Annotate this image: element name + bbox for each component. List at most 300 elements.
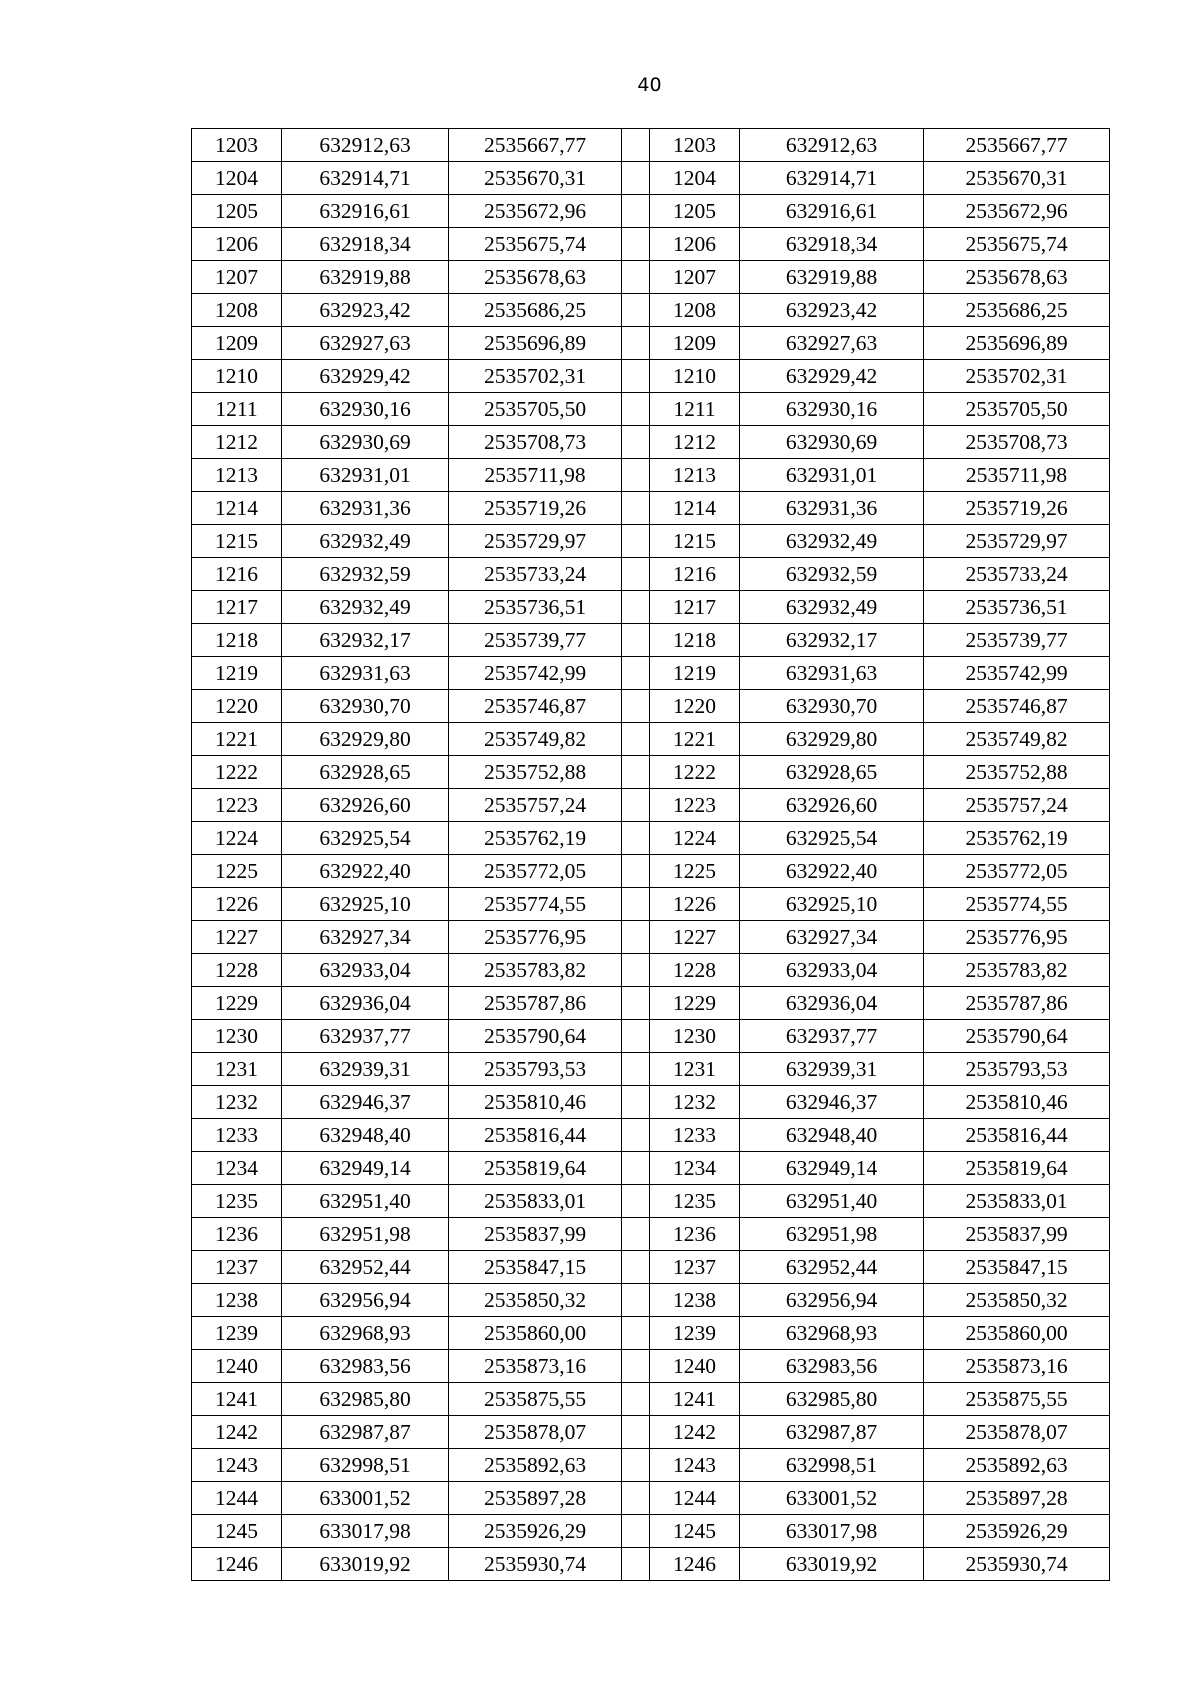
right-x-coordinate-cell: 632987,87 bbox=[740, 1416, 924, 1449]
spacer-cell bbox=[622, 1284, 650, 1317]
left-x-coordinate-cell: 632925,10 bbox=[282, 888, 449, 921]
right-point-number-cell: 1243 bbox=[650, 1449, 740, 1482]
spacer-cell bbox=[622, 789, 650, 822]
right-x-coordinate-cell: 632912,63 bbox=[740, 129, 924, 162]
right-point-number-cell: 1241 bbox=[650, 1383, 740, 1416]
spacer-cell bbox=[622, 921, 650, 954]
right-x-coordinate-cell: 633001,52 bbox=[740, 1482, 924, 1515]
left-y-coordinate-cell: 2535930,74 bbox=[449, 1548, 622, 1581]
right-y-coordinate-cell: 2535752,88 bbox=[924, 756, 1110, 789]
left-point-number-cell: 1211 bbox=[192, 393, 282, 426]
table-row bbox=[192, 1152, 1110, 1185]
left-x-coordinate-cell: 632983,56 bbox=[282, 1350, 449, 1383]
left-y-coordinate-cell: 2535667,77 bbox=[449, 129, 622, 162]
left-x-coordinate-cell: 632923,42 bbox=[282, 294, 449, 327]
table-row bbox=[192, 789, 1110, 822]
right-point-number-cell: 1229 bbox=[650, 987, 740, 1020]
right-x-coordinate-cell: 632949,14 bbox=[740, 1152, 924, 1185]
right-point-number-cell: 1215 bbox=[650, 525, 740, 558]
right-y-coordinate-cell: 2535729,97 bbox=[924, 525, 1110, 558]
right-point-number-cell: 1239 bbox=[650, 1317, 740, 1350]
right-y-coordinate-cell: 2535793,53 bbox=[924, 1053, 1110, 1086]
left-point-number-cell: 1222 bbox=[192, 756, 282, 789]
coordinates-table bbox=[191, 128, 1110, 1581]
spacer-cell bbox=[622, 1053, 650, 1086]
table-row bbox=[192, 1449, 1110, 1482]
right-point-number-cell: 1223 bbox=[650, 789, 740, 822]
table-row bbox=[192, 921, 1110, 954]
right-y-coordinate-cell: 2535860,00 bbox=[924, 1317, 1110, 1350]
right-point-number-cell: 1225 bbox=[650, 855, 740, 888]
right-y-coordinate-cell: 2535873,16 bbox=[924, 1350, 1110, 1383]
spacer-cell bbox=[622, 1515, 650, 1548]
spacer-cell bbox=[622, 690, 650, 723]
spacer-cell bbox=[622, 855, 650, 888]
spacer-cell bbox=[622, 1449, 650, 1482]
left-x-coordinate-cell: 632930,16 bbox=[282, 393, 449, 426]
right-y-coordinate-cell: 2535774,55 bbox=[924, 888, 1110, 921]
left-x-coordinate-cell: 632919,88 bbox=[282, 261, 449, 294]
right-y-coordinate-cell: 2535878,07 bbox=[924, 1416, 1110, 1449]
right-point-number-cell: 1211 bbox=[650, 393, 740, 426]
table-row bbox=[192, 756, 1110, 789]
right-point-number-cell: 1219 bbox=[650, 657, 740, 690]
right-y-coordinate-cell: 2535892,63 bbox=[924, 1449, 1110, 1482]
left-x-coordinate-cell: 633017,98 bbox=[282, 1515, 449, 1548]
left-y-coordinate-cell: 2535772,05 bbox=[449, 855, 622, 888]
right-point-number-cell: 1236 bbox=[650, 1218, 740, 1251]
right-x-coordinate-cell: 632937,77 bbox=[740, 1020, 924, 1053]
left-x-coordinate-cell: 632930,70 bbox=[282, 690, 449, 723]
table-row bbox=[192, 1515, 1110, 1548]
left-x-coordinate-cell: 632998,51 bbox=[282, 1449, 449, 1482]
table-row bbox=[192, 591, 1110, 624]
left-y-coordinate-cell: 2535810,46 bbox=[449, 1086, 622, 1119]
left-y-coordinate-cell: 2535833,01 bbox=[449, 1185, 622, 1218]
left-x-coordinate-cell: 632931,36 bbox=[282, 492, 449, 525]
left-x-coordinate-cell: 632932,59 bbox=[282, 558, 449, 591]
table-row bbox=[192, 1218, 1110, 1251]
left-point-number-cell: 1226 bbox=[192, 888, 282, 921]
spacer-cell bbox=[622, 1317, 650, 1350]
right-x-coordinate-cell: 632936,04 bbox=[740, 987, 924, 1020]
right-x-coordinate-cell: 632951,98 bbox=[740, 1218, 924, 1251]
left-x-coordinate-cell: 632932,49 bbox=[282, 525, 449, 558]
left-y-coordinate-cell: 2535819,64 bbox=[449, 1152, 622, 1185]
left-point-number-cell: 1220 bbox=[192, 690, 282, 723]
table-row bbox=[192, 360, 1110, 393]
right-x-coordinate-cell: 632931,01 bbox=[740, 459, 924, 492]
spacer-cell bbox=[622, 888, 650, 921]
left-y-coordinate-cell: 2535752,88 bbox=[449, 756, 622, 789]
right-x-coordinate-cell: 632927,63 bbox=[740, 327, 924, 360]
table-row bbox=[192, 657, 1110, 690]
left-y-coordinate-cell: 2535705,50 bbox=[449, 393, 622, 426]
right-point-number-cell: 1246 bbox=[650, 1548, 740, 1581]
table-row bbox=[192, 954, 1110, 987]
spacer-cell bbox=[622, 360, 650, 393]
left-y-coordinate-cell: 2535892,63 bbox=[449, 1449, 622, 1482]
right-x-coordinate-cell: 632946,37 bbox=[740, 1086, 924, 1119]
right-point-number-cell: 1224 bbox=[650, 822, 740, 855]
left-y-coordinate-cell: 2535926,29 bbox=[449, 1515, 622, 1548]
table-row bbox=[192, 1317, 1110, 1350]
table-row bbox=[192, 1119, 1110, 1152]
right-y-coordinate-cell: 2535670,31 bbox=[924, 162, 1110, 195]
left-x-coordinate-cell: 632968,93 bbox=[282, 1317, 449, 1350]
left-point-number-cell: 1224 bbox=[192, 822, 282, 855]
left-y-coordinate-cell: 2535873,16 bbox=[449, 1350, 622, 1383]
right-point-number-cell: 1221 bbox=[650, 723, 740, 756]
spacer-cell bbox=[622, 261, 650, 294]
right-x-coordinate-cell: 632952,44 bbox=[740, 1251, 924, 1284]
right-y-coordinate-cell: 2535739,77 bbox=[924, 624, 1110, 657]
spacer-cell bbox=[622, 1218, 650, 1251]
right-y-coordinate-cell: 2535897,28 bbox=[924, 1482, 1110, 1515]
left-point-number-cell: 1212 bbox=[192, 426, 282, 459]
spacer-cell bbox=[622, 1086, 650, 1119]
left-point-number-cell: 1223 bbox=[192, 789, 282, 822]
left-point-number-cell: 1233 bbox=[192, 1119, 282, 1152]
right-point-number-cell: 1233 bbox=[650, 1119, 740, 1152]
right-x-coordinate-cell: 632956,94 bbox=[740, 1284, 924, 1317]
right-x-coordinate-cell: 632923,42 bbox=[740, 294, 924, 327]
right-x-coordinate-cell: 633019,92 bbox=[740, 1548, 924, 1581]
right-x-coordinate-cell: 632933,04 bbox=[740, 954, 924, 987]
left-x-coordinate-cell: 632952,44 bbox=[282, 1251, 449, 1284]
left-point-number-cell: 1245 bbox=[192, 1515, 282, 1548]
right-x-coordinate-cell: 632922,40 bbox=[740, 855, 924, 888]
left-point-number-cell: 1234 bbox=[192, 1152, 282, 1185]
left-x-coordinate-cell: 632946,37 bbox=[282, 1086, 449, 1119]
table-row bbox=[192, 1350, 1110, 1383]
right-point-number-cell: 1234 bbox=[650, 1152, 740, 1185]
left-point-number-cell: 1239 bbox=[192, 1317, 282, 1350]
spacer-cell bbox=[622, 1350, 650, 1383]
spacer-cell bbox=[622, 657, 650, 690]
left-x-coordinate-cell: 632936,04 bbox=[282, 987, 449, 1020]
right-point-number-cell: 1220 bbox=[650, 690, 740, 723]
right-y-coordinate-cell: 2535678,63 bbox=[924, 261, 1110, 294]
right-point-number-cell: 1242 bbox=[650, 1416, 740, 1449]
left-point-number-cell: 1207 bbox=[192, 261, 282, 294]
left-point-number-cell: 1235 bbox=[192, 1185, 282, 1218]
right-x-coordinate-cell: 632930,16 bbox=[740, 393, 924, 426]
spacer-cell bbox=[622, 195, 650, 228]
left-y-coordinate-cell: 2535711,98 bbox=[449, 459, 622, 492]
spacer-cell bbox=[622, 129, 650, 162]
right-x-coordinate-cell: 632926,60 bbox=[740, 789, 924, 822]
left-x-coordinate-cell: 632927,63 bbox=[282, 327, 449, 360]
left-point-number-cell: 1243 bbox=[192, 1449, 282, 1482]
left-y-coordinate-cell: 2535733,24 bbox=[449, 558, 622, 591]
left-y-coordinate-cell: 2535736,51 bbox=[449, 591, 622, 624]
right-y-coordinate-cell: 2535711,98 bbox=[924, 459, 1110, 492]
table-row bbox=[192, 1416, 1110, 1449]
right-y-coordinate-cell: 2535708,73 bbox=[924, 426, 1110, 459]
right-point-number-cell: 1237 bbox=[650, 1251, 740, 1284]
spacer-cell bbox=[622, 1416, 650, 1449]
right-point-number-cell: 1205 bbox=[650, 195, 740, 228]
left-point-number-cell: 1240 bbox=[192, 1350, 282, 1383]
left-y-coordinate-cell: 2535776,95 bbox=[449, 921, 622, 954]
left-x-coordinate-cell: 632951,40 bbox=[282, 1185, 449, 1218]
table-row bbox=[192, 690, 1110, 723]
table-row bbox=[192, 822, 1110, 855]
right-point-number-cell: 1208 bbox=[650, 294, 740, 327]
spacer-cell bbox=[622, 228, 650, 261]
spacer-cell bbox=[622, 1020, 650, 1053]
right-x-coordinate-cell: 632931,36 bbox=[740, 492, 924, 525]
left-x-coordinate-cell: 632932,49 bbox=[282, 591, 449, 624]
right-y-coordinate-cell: 2535686,25 bbox=[924, 294, 1110, 327]
right-y-coordinate-cell: 2535772,05 bbox=[924, 855, 1110, 888]
left-y-coordinate-cell: 2535696,89 bbox=[449, 327, 622, 360]
right-x-coordinate-cell: 632939,31 bbox=[740, 1053, 924, 1086]
right-x-coordinate-cell: 632951,40 bbox=[740, 1185, 924, 1218]
right-x-coordinate-cell: 632948,40 bbox=[740, 1119, 924, 1152]
right-x-coordinate-cell: 632931,63 bbox=[740, 657, 924, 690]
right-point-number-cell: 1232 bbox=[650, 1086, 740, 1119]
left-point-number-cell: 1213 bbox=[192, 459, 282, 492]
right-point-number-cell: 1235 bbox=[650, 1185, 740, 1218]
right-point-number-cell: 1216 bbox=[650, 558, 740, 591]
left-point-number-cell: 1242 bbox=[192, 1416, 282, 1449]
table-row bbox=[192, 855, 1110, 888]
table-row bbox=[192, 195, 1110, 228]
table-row bbox=[192, 1185, 1110, 1218]
right-point-number-cell: 1218 bbox=[650, 624, 740, 657]
left-y-coordinate-cell: 2535719,26 bbox=[449, 492, 622, 525]
left-x-coordinate-cell: 632949,14 bbox=[282, 1152, 449, 1185]
table-row bbox=[192, 1383, 1110, 1416]
right-x-coordinate-cell: 632925,10 bbox=[740, 888, 924, 921]
left-x-coordinate-cell: 632985,80 bbox=[282, 1383, 449, 1416]
right-y-coordinate-cell: 2535749,82 bbox=[924, 723, 1110, 756]
left-x-coordinate-cell: 632987,87 bbox=[282, 1416, 449, 1449]
right-x-coordinate-cell: 632928,65 bbox=[740, 756, 924, 789]
right-point-number-cell: 1227 bbox=[650, 921, 740, 954]
left-y-coordinate-cell: 2535762,19 bbox=[449, 822, 622, 855]
spacer-cell bbox=[622, 1482, 650, 1515]
left-x-coordinate-cell: 632922,40 bbox=[282, 855, 449, 888]
left-y-coordinate-cell: 2535742,99 bbox=[449, 657, 622, 690]
right-point-number-cell: 1226 bbox=[650, 888, 740, 921]
spacer-cell bbox=[622, 525, 650, 558]
right-point-number-cell: 1231 bbox=[650, 1053, 740, 1086]
right-y-coordinate-cell: 2535837,99 bbox=[924, 1218, 1110, 1251]
right-y-coordinate-cell: 2535742,99 bbox=[924, 657, 1110, 690]
right-y-coordinate-cell: 2535705,50 bbox=[924, 393, 1110, 426]
spacer-cell bbox=[622, 954, 650, 987]
left-y-coordinate-cell: 2535729,97 bbox=[449, 525, 622, 558]
spacer-cell bbox=[622, 558, 650, 591]
table-row bbox=[192, 327, 1110, 360]
right-point-number-cell: 1210 bbox=[650, 360, 740, 393]
right-point-number-cell: 1212 bbox=[650, 426, 740, 459]
table-row bbox=[192, 525, 1110, 558]
right-y-coordinate-cell: 2535819,64 bbox=[924, 1152, 1110, 1185]
right-y-coordinate-cell: 2535776,95 bbox=[924, 921, 1110, 954]
left-point-number-cell: 1244 bbox=[192, 1482, 282, 1515]
right-x-coordinate-cell: 632927,34 bbox=[740, 921, 924, 954]
left-point-number-cell: 1206 bbox=[192, 228, 282, 261]
right-y-coordinate-cell: 2535675,74 bbox=[924, 228, 1110, 261]
left-x-coordinate-cell: 632956,94 bbox=[282, 1284, 449, 1317]
right-y-coordinate-cell: 2535833,01 bbox=[924, 1185, 1110, 1218]
table-row bbox=[192, 1251, 1110, 1284]
left-point-number-cell: 1227 bbox=[192, 921, 282, 954]
left-x-coordinate-cell: 632933,04 bbox=[282, 954, 449, 987]
right-y-coordinate-cell: 2535672,96 bbox=[924, 195, 1110, 228]
left-x-coordinate-cell: 632912,63 bbox=[282, 129, 449, 162]
spacer-cell bbox=[622, 723, 650, 756]
left-x-coordinate-cell: 632937,77 bbox=[282, 1020, 449, 1053]
right-point-number-cell: 1209 bbox=[650, 327, 740, 360]
spacer-cell bbox=[622, 426, 650, 459]
left-x-coordinate-cell: 633001,52 bbox=[282, 1482, 449, 1515]
left-y-coordinate-cell: 2535816,44 bbox=[449, 1119, 622, 1152]
right-point-number-cell: 1222 bbox=[650, 756, 740, 789]
right-point-number-cell: 1213 bbox=[650, 459, 740, 492]
right-y-coordinate-cell: 2535746,87 bbox=[924, 690, 1110, 723]
table-row bbox=[192, 426, 1110, 459]
left-point-number-cell: 1209 bbox=[192, 327, 282, 360]
left-x-coordinate-cell: 632930,69 bbox=[282, 426, 449, 459]
left-x-coordinate-cell: 632932,17 bbox=[282, 624, 449, 657]
right-point-number-cell: 1228 bbox=[650, 954, 740, 987]
table-row bbox=[192, 393, 1110, 426]
table-row bbox=[192, 723, 1110, 756]
table-row bbox=[192, 624, 1110, 657]
left-point-number-cell: 1228 bbox=[192, 954, 282, 987]
table-row bbox=[192, 1548, 1110, 1581]
right-y-coordinate-cell: 2535850,32 bbox=[924, 1284, 1110, 1317]
table-row bbox=[192, 1284, 1110, 1317]
left-point-number-cell: 1218 bbox=[192, 624, 282, 657]
right-x-coordinate-cell: 632925,54 bbox=[740, 822, 924, 855]
left-y-coordinate-cell: 2535746,87 bbox=[449, 690, 622, 723]
table-row bbox=[192, 228, 1110, 261]
right-y-coordinate-cell: 2535733,24 bbox=[924, 558, 1110, 591]
right-y-coordinate-cell: 2535816,44 bbox=[924, 1119, 1110, 1152]
right-x-coordinate-cell: 632932,17 bbox=[740, 624, 924, 657]
right-point-number-cell: 1203 bbox=[650, 129, 740, 162]
page-number: 40 bbox=[637, 74, 662, 96]
left-y-coordinate-cell: 2535847,15 bbox=[449, 1251, 622, 1284]
left-point-number-cell: 1215 bbox=[192, 525, 282, 558]
spacer-cell bbox=[622, 624, 650, 657]
left-x-coordinate-cell: 632916,61 bbox=[282, 195, 449, 228]
left-y-coordinate-cell: 2535708,73 bbox=[449, 426, 622, 459]
right-x-coordinate-cell: 632929,42 bbox=[740, 360, 924, 393]
left-point-number-cell: 1241 bbox=[192, 1383, 282, 1416]
right-y-coordinate-cell: 2535787,86 bbox=[924, 987, 1110, 1020]
table-row bbox=[192, 1053, 1110, 1086]
left-point-number-cell: 1204 bbox=[192, 162, 282, 195]
right-y-coordinate-cell: 2535757,24 bbox=[924, 789, 1110, 822]
left-x-coordinate-cell: 633019,92 bbox=[282, 1548, 449, 1581]
spacer-cell bbox=[622, 492, 650, 525]
right-y-coordinate-cell: 2535810,46 bbox=[924, 1086, 1110, 1119]
left-y-coordinate-cell: 2535702,31 bbox=[449, 360, 622, 393]
right-point-number-cell: 1244 bbox=[650, 1482, 740, 1515]
table-row bbox=[192, 492, 1110, 525]
left-y-coordinate-cell: 2535790,64 bbox=[449, 1020, 622, 1053]
spacer-cell bbox=[622, 327, 650, 360]
left-point-number-cell: 1232 bbox=[192, 1086, 282, 1119]
right-y-coordinate-cell: 2535696,89 bbox=[924, 327, 1110, 360]
left-point-number-cell: 1208 bbox=[192, 294, 282, 327]
right-x-coordinate-cell: 632932,49 bbox=[740, 525, 924, 558]
right-y-coordinate-cell: 2535930,74 bbox=[924, 1548, 1110, 1581]
left-y-coordinate-cell: 2535757,24 bbox=[449, 789, 622, 822]
spacer-cell bbox=[622, 1548, 650, 1581]
table-row bbox=[192, 558, 1110, 591]
right-x-coordinate-cell: 632916,61 bbox=[740, 195, 924, 228]
left-y-coordinate-cell: 2535897,28 bbox=[449, 1482, 622, 1515]
right-x-coordinate-cell: 632985,80 bbox=[740, 1383, 924, 1416]
left-point-number-cell: 1214 bbox=[192, 492, 282, 525]
left-point-number-cell: 1230 bbox=[192, 1020, 282, 1053]
left-y-coordinate-cell: 2535675,74 bbox=[449, 228, 622, 261]
spacer-cell bbox=[622, 822, 650, 855]
left-y-coordinate-cell: 2535686,25 bbox=[449, 294, 622, 327]
left-x-coordinate-cell: 632928,65 bbox=[282, 756, 449, 789]
left-y-coordinate-cell: 2535875,55 bbox=[449, 1383, 622, 1416]
left-x-coordinate-cell: 632926,60 bbox=[282, 789, 449, 822]
left-y-coordinate-cell: 2535878,07 bbox=[449, 1416, 622, 1449]
right-point-number-cell: 1217 bbox=[650, 591, 740, 624]
right-y-coordinate-cell: 2535736,51 bbox=[924, 591, 1110, 624]
left-y-coordinate-cell: 2535774,55 bbox=[449, 888, 622, 921]
left-point-number-cell: 1246 bbox=[192, 1548, 282, 1581]
table-row bbox=[192, 1086, 1110, 1119]
right-y-coordinate-cell: 2535790,64 bbox=[924, 1020, 1110, 1053]
left-x-coordinate-cell: 632939,31 bbox=[282, 1053, 449, 1086]
table-row bbox=[192, 162, 1110, 195]
spacer-cell bbox=[622, 1251, 650, 1284]
right-y-coordinate-cell: 2535783,82 bbox=[924, 954, 1110, 987]
right-x-coordinate-cell: 632932,49 bbox=[740, 591, 924, 624]
left-x-coordinate-cell: 632925,54 bbox=[282, 822, 449, 855]
table-row bbox=[192, 1482, 1110, 1515]
table-row bbox=[192, 294, 1110, 327]
left-x-coordinate-cell: 632951,98 bbox=[282, 1218, 449, 1251]
left-y-coordinate-cell: 2535783,82 bbox=[449, 954, 622, 987]
table-row bbox=[192, 987, 1110, 1020]
right-y-coordinate-cell: 2535875,55 bbox=[924, 1383, 1110, 1416]
right-x-coordinate-cell: 633017,98 bbox=[740, 1515, 924, 1548]
right-x-coordinate-cell: 632998,51 bbox=[740, 1449, 924, 1482]
left-x-coordinate-cell: 632918,34 bbox=[282, 228, 449, 261]
right-x-coordinate-cell: 632930,70 bbox=[740, 690, 924, 723]
left-point-number-cell: 1205 bbox=[192, 195, 282, 228]
left-x-coordinate-cell: 632931,63 bbox=[282, 657, 449, 690]
left-y-coordinate-cell: 2535678,63 bbox=[449, 261, 622, 294]
table-row bbox=[192, 261, 1110, 294]
right-point-number-cell: 1206 bbox=[650, 228, 740, 261]
left-y-coordinate-cell: 2535749,82 bbox=[449, 723, 622, 756]
table-row bbox=[192, 459, 1110, 492]
left-point-number-cell: 1231 bbox=[192, 1053, 282, 1086]
spacer-cell bbox=[622, 162, 650, 195]
left-point-number-cell: 1216 bbox=[192, 558, 282, 591]
spacer-cell bbox=[622, 1185, 650, 1218]
left-point-number-cell: 1225 bbox=[192, 855, 282, 888]
spacer-cell bbox=[622, 294, 650, 327]
spacer-cell bbox=[622, 459, 650, 492]
